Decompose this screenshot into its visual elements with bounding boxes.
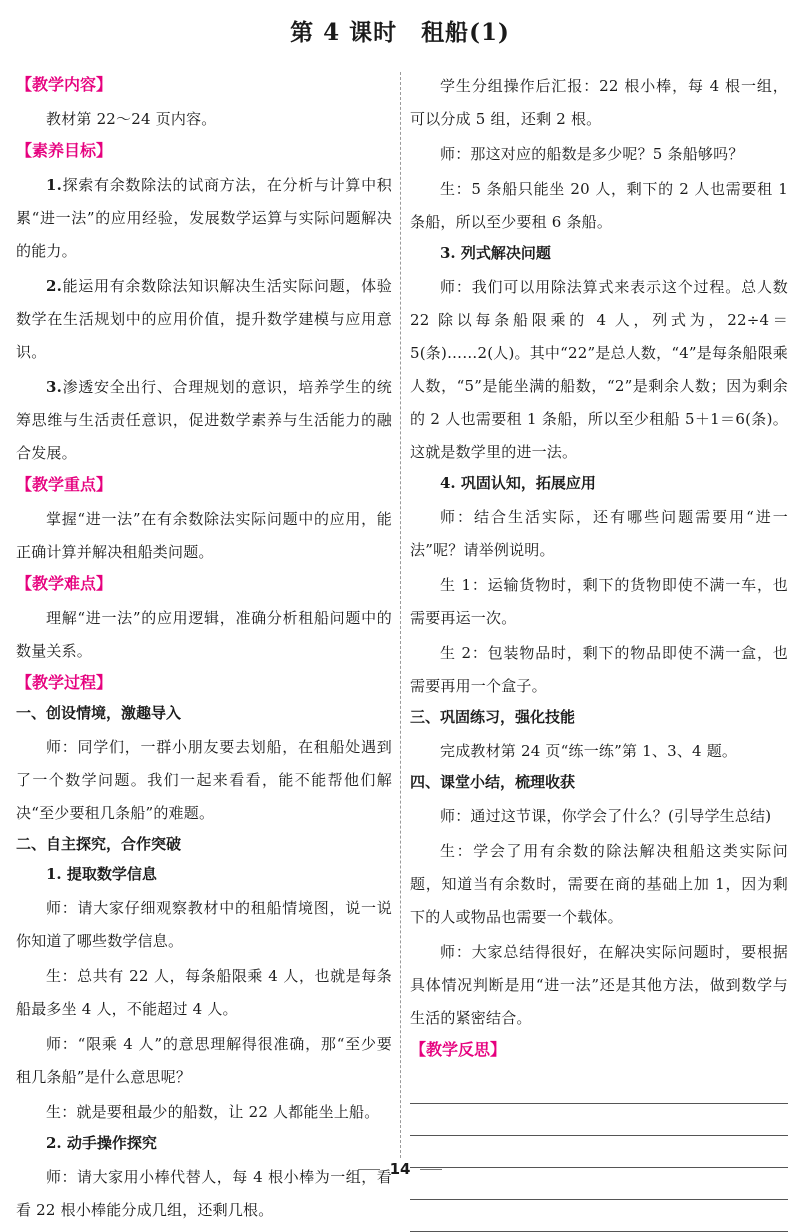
- goal-1-text: 探索有余数除法的试商方法，在分析与计算中积累“进一法”的应用经验，发展数学运算与实际问题解决的能力。: [16, 176, 392, 260]
- goal-2-text: 能运用有余数除法知识解决生活实际问题，体验数学在生活规划中的应用价值，提升数学建模与应用意识。: [16, 277, 392, 361]
- paragraph: 师：通过这节课，你学会了什么？(引导学生总结): [440, 807, 772, 825]
- goal-2: [16, 270, 392, 369]
- tag-key-points: 【教学重点】: [16, 475, 113, 494]
- page-title: 第 4 课时 租船(1): [290, 19, 510, 46]
- paragraph: 师：请大家仔细观察教材中的租船情境图，说一说你知道了哪些数学信息。: [16, 899, 392, 950]
- goal-1: [16, 169, 392, 268]
- paragraph: 生：就是要租最少的船数，让 22 人都能坐上船。: [46, 1103, 380, 1121]
- tag-process: 【教学过程】: [16, 673, 113, 692]
- page-footer: [0, 1160, 800, 1178]
- column-divider: [400, 72, 401, 1158]
- content-text: 教材第 22～24 页内容。: [46, 110, 217, 128]
- tag-reflection: 【教学反思】: [410, 1040, 507, 1059]
- section-1-heading: 一、创设情境，激趣导入: [16, 704, 182, 722]
- paragraph: 生 2：包装物品时，剩下的物品即使不满一盒，也需要再用一个盒子。: [410, 644, 788, 695]
- goal-2-num: 2.: [46, 277, 63, 295]
- paragraph: 生：5 条船只能坐 20 人，剩下的 2 人也需要租 1 条船，所以至少要租 6 条船。: [410, 180, 788, 231]
- section-3-heading: 三、巩固练习，强化技能: [410, 708, 576, 726]
- paragraph: 师：结合生活实际，还有哪些问题需要用“进一法”呢？请举例说明。: [410, 508, 788, 559]
- paragraph: 师：大家总结得很好，在解决实际问题时，要根据具体情况判断是用“进一法”还是其他方法，做到数学与生活的紧密结合。: [410, 943, 788, 1027]
- difficulties-text: 理解“进一法”的应用逻辑，准确分析租船问题中的数量关系。: [16, 609, 392, 660]
- goal-1-num: 1.: [46, 176, 63, 194]
- paragraph: 学生分组操作后汇报：22 根小棒，每 4 根一组，可以分成 5 组，还剩 2 根。: [410, 77, 788, 128]
- writing-line: [410, 1200, 788, 1232]
- key-points-text: 掌握“进一法”在有余数除法实际问题中的应用，能正确计算并解决租船类问题。: [16, 510, 392, 561]
- page-number: 14: [389, 1160, 411, 1178]
- paragraph: 师：请大家用小棒代替人，每 4 根小棒为一组，看看 22 根小棒能分成几组，还剩几根。: [16, 1168, 392, 1219]
- right-column: [410, 70, 788, 1232]
- tag-teaching-content: 【教学内容】: [16, 75, 113, 94]
- goal-3: [16, 371, 392, 470]
- tag-goals: 【素养目标】: [16, 141, 113, 160]
- subheading-3: 3. 列式解决问题: [440, 244, 551, 262]
- footer-dash-left: [358, 1169, 380, 1170]
- paragraph: 师：“限乘 4 人”的意思理解得很准确，那“至少要租几条船”是什么意思呢？: [16, 1035, 392, 1086]
- subheading-1: 1. 提取数学信息: [46, 865, 157, 883]
- writing-line: [410, 1104, 788, 1136]
- reflection-writing-lines: [410, 1072, 788, 1232]
- tag-difficulties: 【教学难点】: [16, 574, 113, 593]
- section-4-heading: 四、课堂小结，梳理收获: [410, 773, 576, 791]
- goal-3-text: 渗透安全出行、合理规划的意识，培养学生的统筹思维与生活责任意识，促进数学素养与生活能力的融合发展。: [16, 378, 392, 462]
- paragraph: 师：那这对应的船数是多少呢？5 条船够吗？: [440, 145, 744, 163]
- subheading-2: 2. 动手操作探究: [46, 1134, 157, 1152]
- left-column: [16, 70, 392, 1229]
- goal-3-num: 3.: [46, 378, 63, 396]
- paragraph: 师：我们可以用除法算式来表示这个过程。总人数 22 除以每条船限乘的 4 人，列式为，22÷4＝5(条)……2(人)。其中“22”是总人数，“4”是每条船限乘人数，“5”是能坐满的船数，“2”是剩余人数；因为剩余的 2 人也需要租 1 条船，所以至少租船 5＋1＝6(条)。这就是数学里的进一法。: [410, 278, 789, 461]
- footer-dash-right: [420, 1169, 442, 1170]
- writing-line: [410, 1072, 788, 1104]
- subheading-4: 4. 巩固认知，拓展应用: [440, 474, 596, 492]
- paragraph: 生：总共有 22 人，每条船限乘 4 人，也就是每条船最多坐 4 人，不能超过 4 人。: [16, 967, 392, 1018]
- section-2-heading: 二、自主探究，合作突破: [16, 835, 182, 853]
- paragraph: 师：同学们，一群小朋友要去划船，在租船处遇到了一个数学问题。我们一起来看看，能不能帮他们解决“至少要租几条船”的难题。: [16, 738, 392, 822]
- paragraph: 完成教材第 24 页“练一练”第 1、3、4 题。: [440, 742, 738, 760]
- paragraph: 生 1：运输货物时，剩下的货物即使不满一车，也需要再运一次。: [410, 576, 788, 627]
- paragraph: 生：学会了用有余数的除法解决租船这类实际问题，知道当有余数时，需要在商的基础上加 1，因为剩下的人或物品也需要一个载体。: [410, 842, 788, 926]
